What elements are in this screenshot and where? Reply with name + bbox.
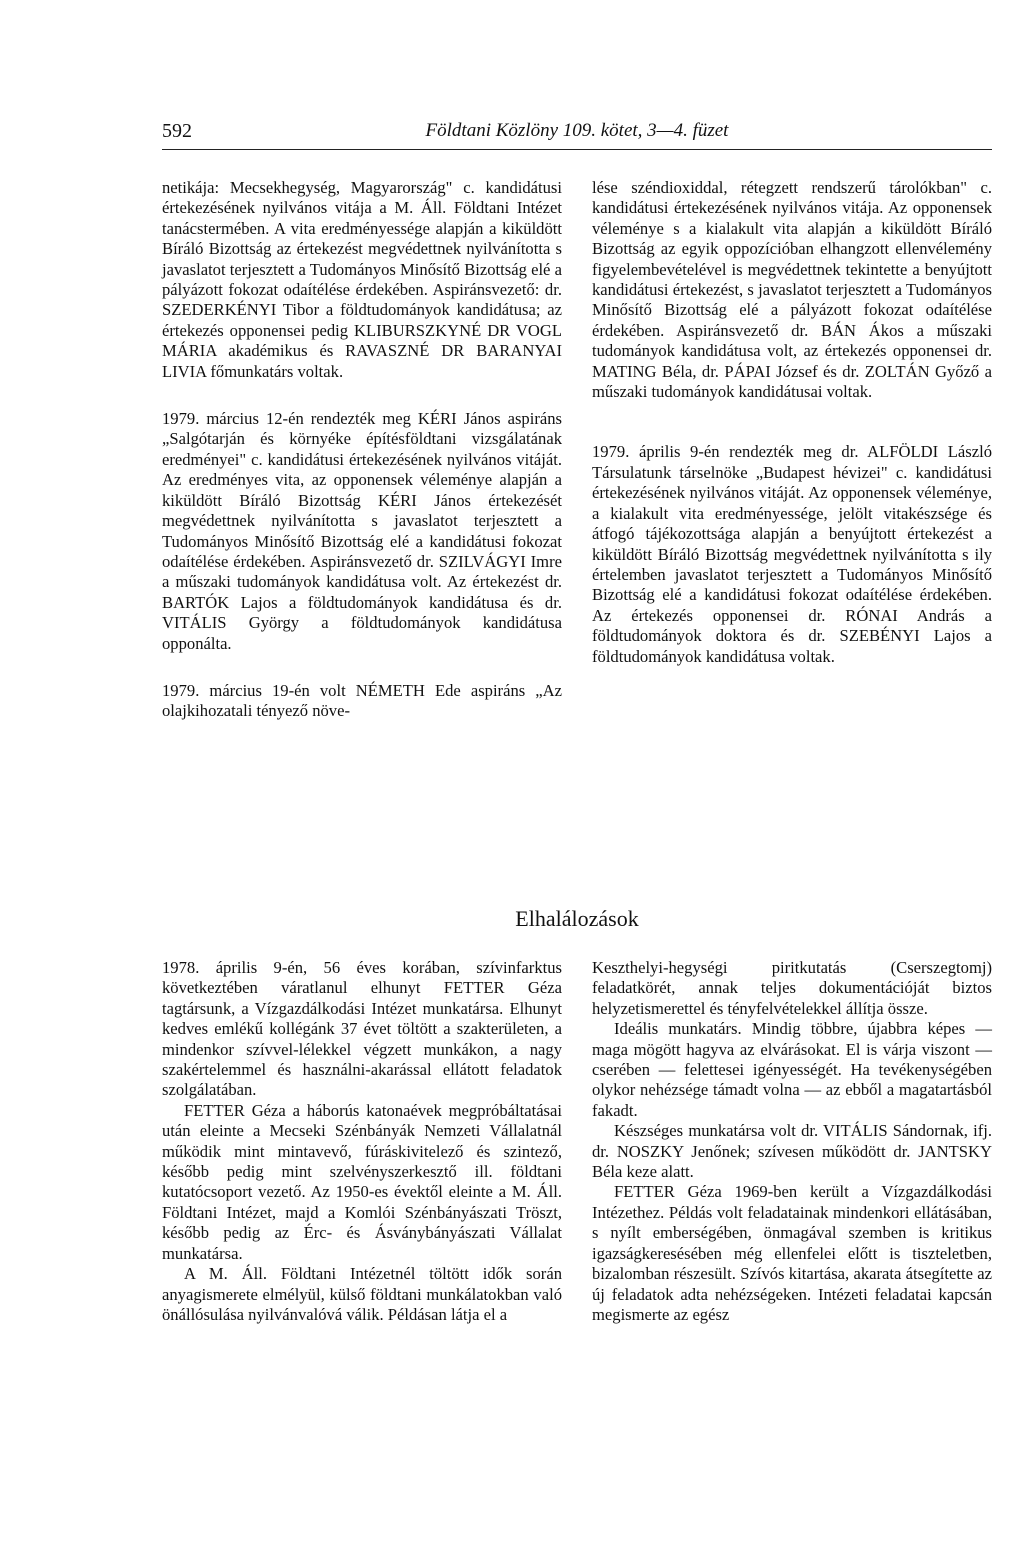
column-right-bottom <box>592 958 992 1325</box>
column-right-top <box>592 178 992 667</box>
page-header <box>162 120 992 144</box>
header-rule <box>162 149 992 150</box>
paragraph: 1979. március 12-én rendezték meg KÉRI János aspiráns „Salgótarján és környéke építésföldtani vizsgálatának eredményei" c. kandidátusi értekezésének nyilvános vitáját. Az eredményes vita, az opponensek véleménye alapján a kiküldött Bíráló Bizottság KÉRI János értekezését megvédettnek nyilvánította s javaslatot terjesztett a Tudományos Minősítő Bizottság elé a kandidátusi fokozat odaítélése érdekében. Aspiránsvezető dr. SZILVÁGYI Imre a műszaki tudományok kandidátusa volt. Az értekezést dr. BARTÓK Lajos a földtudományok kandidátusa és dr. VITÁLIS György a földtudományok kandidátusa opponálta. <box>162 409 562 653</box>
paragraph: Ideális munkatárs. Mindig többre, újabbra képes — maga mögött hagyva az elvárásokat. El is várja viszont — cserében — felettesei igényességét. Ha tevékenységében olykor nehézsége támadt volna — az ebből a magatartásból fakadt. <box>592 1019 992 1120</box>
page-number: 592 <box>162 120 192 142</box>
paragraph: 1979. március 19-én volt NÉMETH Ede aspiráns „Az olajkihozatali tényező növe- <box>162 680 562 721</box>
column-left-bottom <box>162 958 562 1325</box>
paragraph: lése széndioxiddal, rétegzett rendszerű tárolókban" c. kandidátusi értekezésének nyilvános vitája. Az opponensek véleménye s a kialakult vita alapján a kiküldött Bíráló Bizottság az egyik oppozícióban elhangzott ellenvélemény figyelembevételével is megvédettnek tekintette a benyújtott kandidátusi értekezést, s javaslatot terjesztett a Tudományos Minősítő Bizottság elé a pályázott fokozat odaítélése érdekében. Aspiránsvezető dr. BÁN Ákos a műszaki tudományok kandidátusa volt, az értekezés opponensei dr. MATING Béla, dr. PÁPAI József és dr. ZOLTÁN Győző a műszaki tudományok kandidátusai voltak. <box>592 178 992 402</box>
running-title: Földtani Közlöny 109. kötet, 3—4. füzet <box>425 120 729 141</box>
paragraph: Keszthelyi-hegységi piritkutatás (Cserszegtomj) feladatkörét, annak teljes dokumentációját biztos helyzetismerettel és tényfelvételekkel állítja össze. <box>592 958 992 1018</box>
column-left-top <box>162 178 562 722</box>
paragraph: A M. Áll. Földtani Intézetnél töltött idők során anyagismerete elmélyül, külső földtani munkálatokban való önállósulása nyilvánvalóvá válik. Példásan látja el a <box>162 1264 562 1324</box>
paragraph: FETTER Géza 1969-ben került a Vízgazdálkodási Intézethez. Példás volt feladatainak mindenkori ellátásában, s nyílt emberségében, önmagával szemben is kritikus igazságkeresésében még ellenfelei előtt is tiszteletben, bizalomban részesült. Szívós kitartása, akarata átsegítette az új feladatok adta nehézségeken. Intézeti feladatai kapcsán megismerte az egész <box>592 1182 992 1324</box>
paragraph: FETTER Géza a háborús katonaévek megpróbáltatásai után eleinte a Mecseki Szénbányák Nemzeti Vállalatnál működik mint mintavevő, fúráskivitelező és szintező, később pedig mint szelvényszerkesztő ill. földtani kutatócsoport vezető. Az 1950-es évektől eleinte a M. Áll. Földtani Intézet, majd a Komlói Szénbányászati Tröszt, később pedig az Érc- és Ásványbányászati Vállalat munkatársa. <box>162 1100 562 1263</box>
paragraph: netikája: Mecsekhegység, Magyarország" c. kandidátusi értekezésének nyilvános vitája a M. Áll. Földtani Intézet tanácstermében. A vita eredményessége alapján a kiküldött Bíráló Bizottság az értekezést megvédettnek nyilvánította s javaslatot terjesztett a Tudományos Minősítő Bizottság elé a pályázott fokozat odaítélése érdekében. Aspiránsvezető: dr. SZEDERKÉNYI Tibor a földtudományok kandidátusa; az értekezés opponensei pedig KLIBURSZKYNÉ DR VOGL MÁRIA akadémikus és RAVASZNÉ DR BARANYAI LIVIA főmunkatárs voltak. <box>162 178 562 381</box>
paragraph: 1978. április 9-én, 56 éves korában, szívinfarktus következtében váratlanul elhunyt FETTER Géza tagtársunk, a Vízgazdálkodási Intézet munkatársa. Elhunyt kedves emlékű kollégánk 37 évet töltött a szakterületen, a mindenkor szívvel-lélekkel végzett munkákon, a nagy szakértelemmel és használni-akarással ellátott feladatok szolgálatában. <box>162 958 562 1100</box>
paragraph: Készséges munkatársa volt dr. VITÁLIS Sándornak, ifj. dr. NOSZKY Jenőnek; szívesen működött dr. JANTSKY Béla keze alatt. <box>592 1121 992 1182</box>
paragraph: 1979. április 9-én rendezték meg dr. ALFÖLDI László Társulatunk társelnöke „Budapest hévizei" c. kandidátusi értekezésének nyilvános vitáját. Az opponensek véleménye, a kialakult vita eredményessége, jelölt vitakészsége és átfogó tájékozottsága alapján a benyújtott értekezést a kiküldött Bíráló Bizottság megvédettnek nyilvánította s ily értelemben javaslatot terjesztett a Tudományos Minősítő Bizottság elé a kandidátusi fokozat odaítélése érdekében. Az értekezés opponensei dr. RÓNAI András a földtudományok doktora és dr. SZEBÉNYI Lajos a földtudományok kandidátusa voltak. <box>592 442 992 666</box>
section-title: Elhalálozások <box>515 906 639 931</box>
